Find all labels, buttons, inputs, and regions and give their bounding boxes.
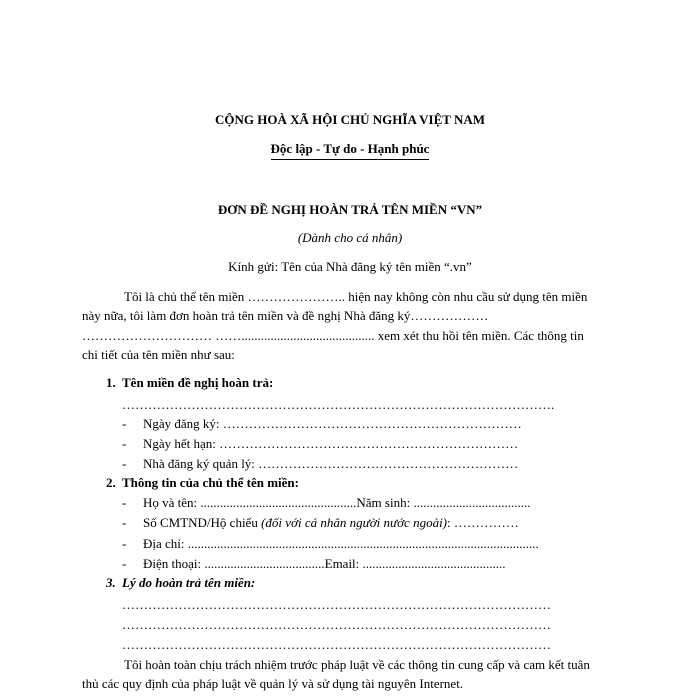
- bullet-dash: -: [122, 536, 127, 551]
- id-blank: : ……………: [447, 515, 519, 530]
- motto-wrap: [0, 141, 700, 160]
- bullet-dash: -: [122, 515, 127, 530]
- addressee-line: Kính gửi: Tên của Nhà đăng ký tên miền “.vn”: [228, 259, 472, 274]
- form-subtitle: (Dành cho cá nhân): [297, 230, 403, 245]
- bullet-dash: -: [122, 416, 127, 431]
- id-passport-field: [143, 515, 519, 531]
- section-title: Lý do hoàn trả tên miền:: [122, 575, 256, 590]
- address-field: Địa chỉ: ............................................................................................................: [143, 536, 539, 551]
- reason-blank-line: ………………………………………………………………………………………: [122, 617, 551, 632]
- bullet-dash: -: [122, 456, 127, 471]
- reason-blank-line: ………………………………………………………………………………………: [122, 597, 551, 612]
- intro-line: này nữa, tôi làm đơn hoàn trả tên miền và đề nghị Nhà đăng ký………………: [82, 308, 489, 323]
- section-number: 2.: [106, 475, 116, 490]
- form-title: ĐƠN ĐỀ NGHỊ HOÀN TRẢ TÊN MIỀN “VN”: [217, 202, 483, 217]
- closing-line: thủ các quy định của pháp luật về quản lý và sử dụng tài nguyên Internet.: [82, 676, 464, 691]
- name-birthyear-field: Họ và tên: ................................................Năm sinh: ....................................: [143, 495, 531, 510]
- expiry-date-field: Ngày hết hạn: ……………………………………………………………: [143, 436, 519, 451]
- domain-blank-line: ……………………………………………………………………………………….: [122, 397, 555, 412]
- section-3-heading: [106, 575, 255, 591]
- bullet-dash: -: [122, 556, 127, 571]
- bullet-dash: -: [122, 495, 127, 510]
- section-title: Tên miền đề nghị hoàn trả:: [122, 375, 274, 390]
- closing-line: Tôi hoàn toàn chịu trách nhiệm trước pháp luật về các thông tin cung cấp và cam kết tuân: [124, 657, 590, 672]
- bullet-dash: -: [122, 436, 127, 451]
- registration-date-field: Ngày đăng ký: ……………………………………………………………: [143, 416, 522, 431]
- id-note: (đối với cá nhân người nước ngoài): [261, 515, 448, 530]
- section-1-heading: [106, 375, 273, 391]
- section-number: 3.: [106, 575, 116, 590]
- intro-line: Tôi là chủ thể tên miền ………………….. hiện nay không còn nhu cầu sử dụng tên miền: [124, 289, 588, 304]
- intro-line: chi tiết của tên miền như sau:: [82, 347, 235, 362]
- section-number: 1.: [106, 375, 116, 390]
- section-2-heading: [106, 475, 299, 491]
- intro-line: ………………………… ……......................................... xem xét thu hồi tên miền. Các thông tin: [82, 328, 584, 343]
- id-label: Số CMTND/Hộ chiếu: [143, 515, 262, 530]
- national-motto: Độc lập - Tự do - Hạnh phúc: [271, 141, 430, 160]
- registrar-field: Nhà đăng ký quản lý: ……………………………………………………: [143, 456, 519, 471]
- phone-email-field: Điện thoại: .....................................Email: ............................................: [143, 556, 506, 571]
- reason-blank-line: ………………………………………………………………………………………: [122, 637, 551, 652]
- national-title: CỘNG HOÀ XÃ HỘI CHỦ NGHĨA VIỆT NAM: [214, 112, 486, 127]
- section-title: Thông tin của chủ thể tên miền:: [122, 475, 299, 490]
